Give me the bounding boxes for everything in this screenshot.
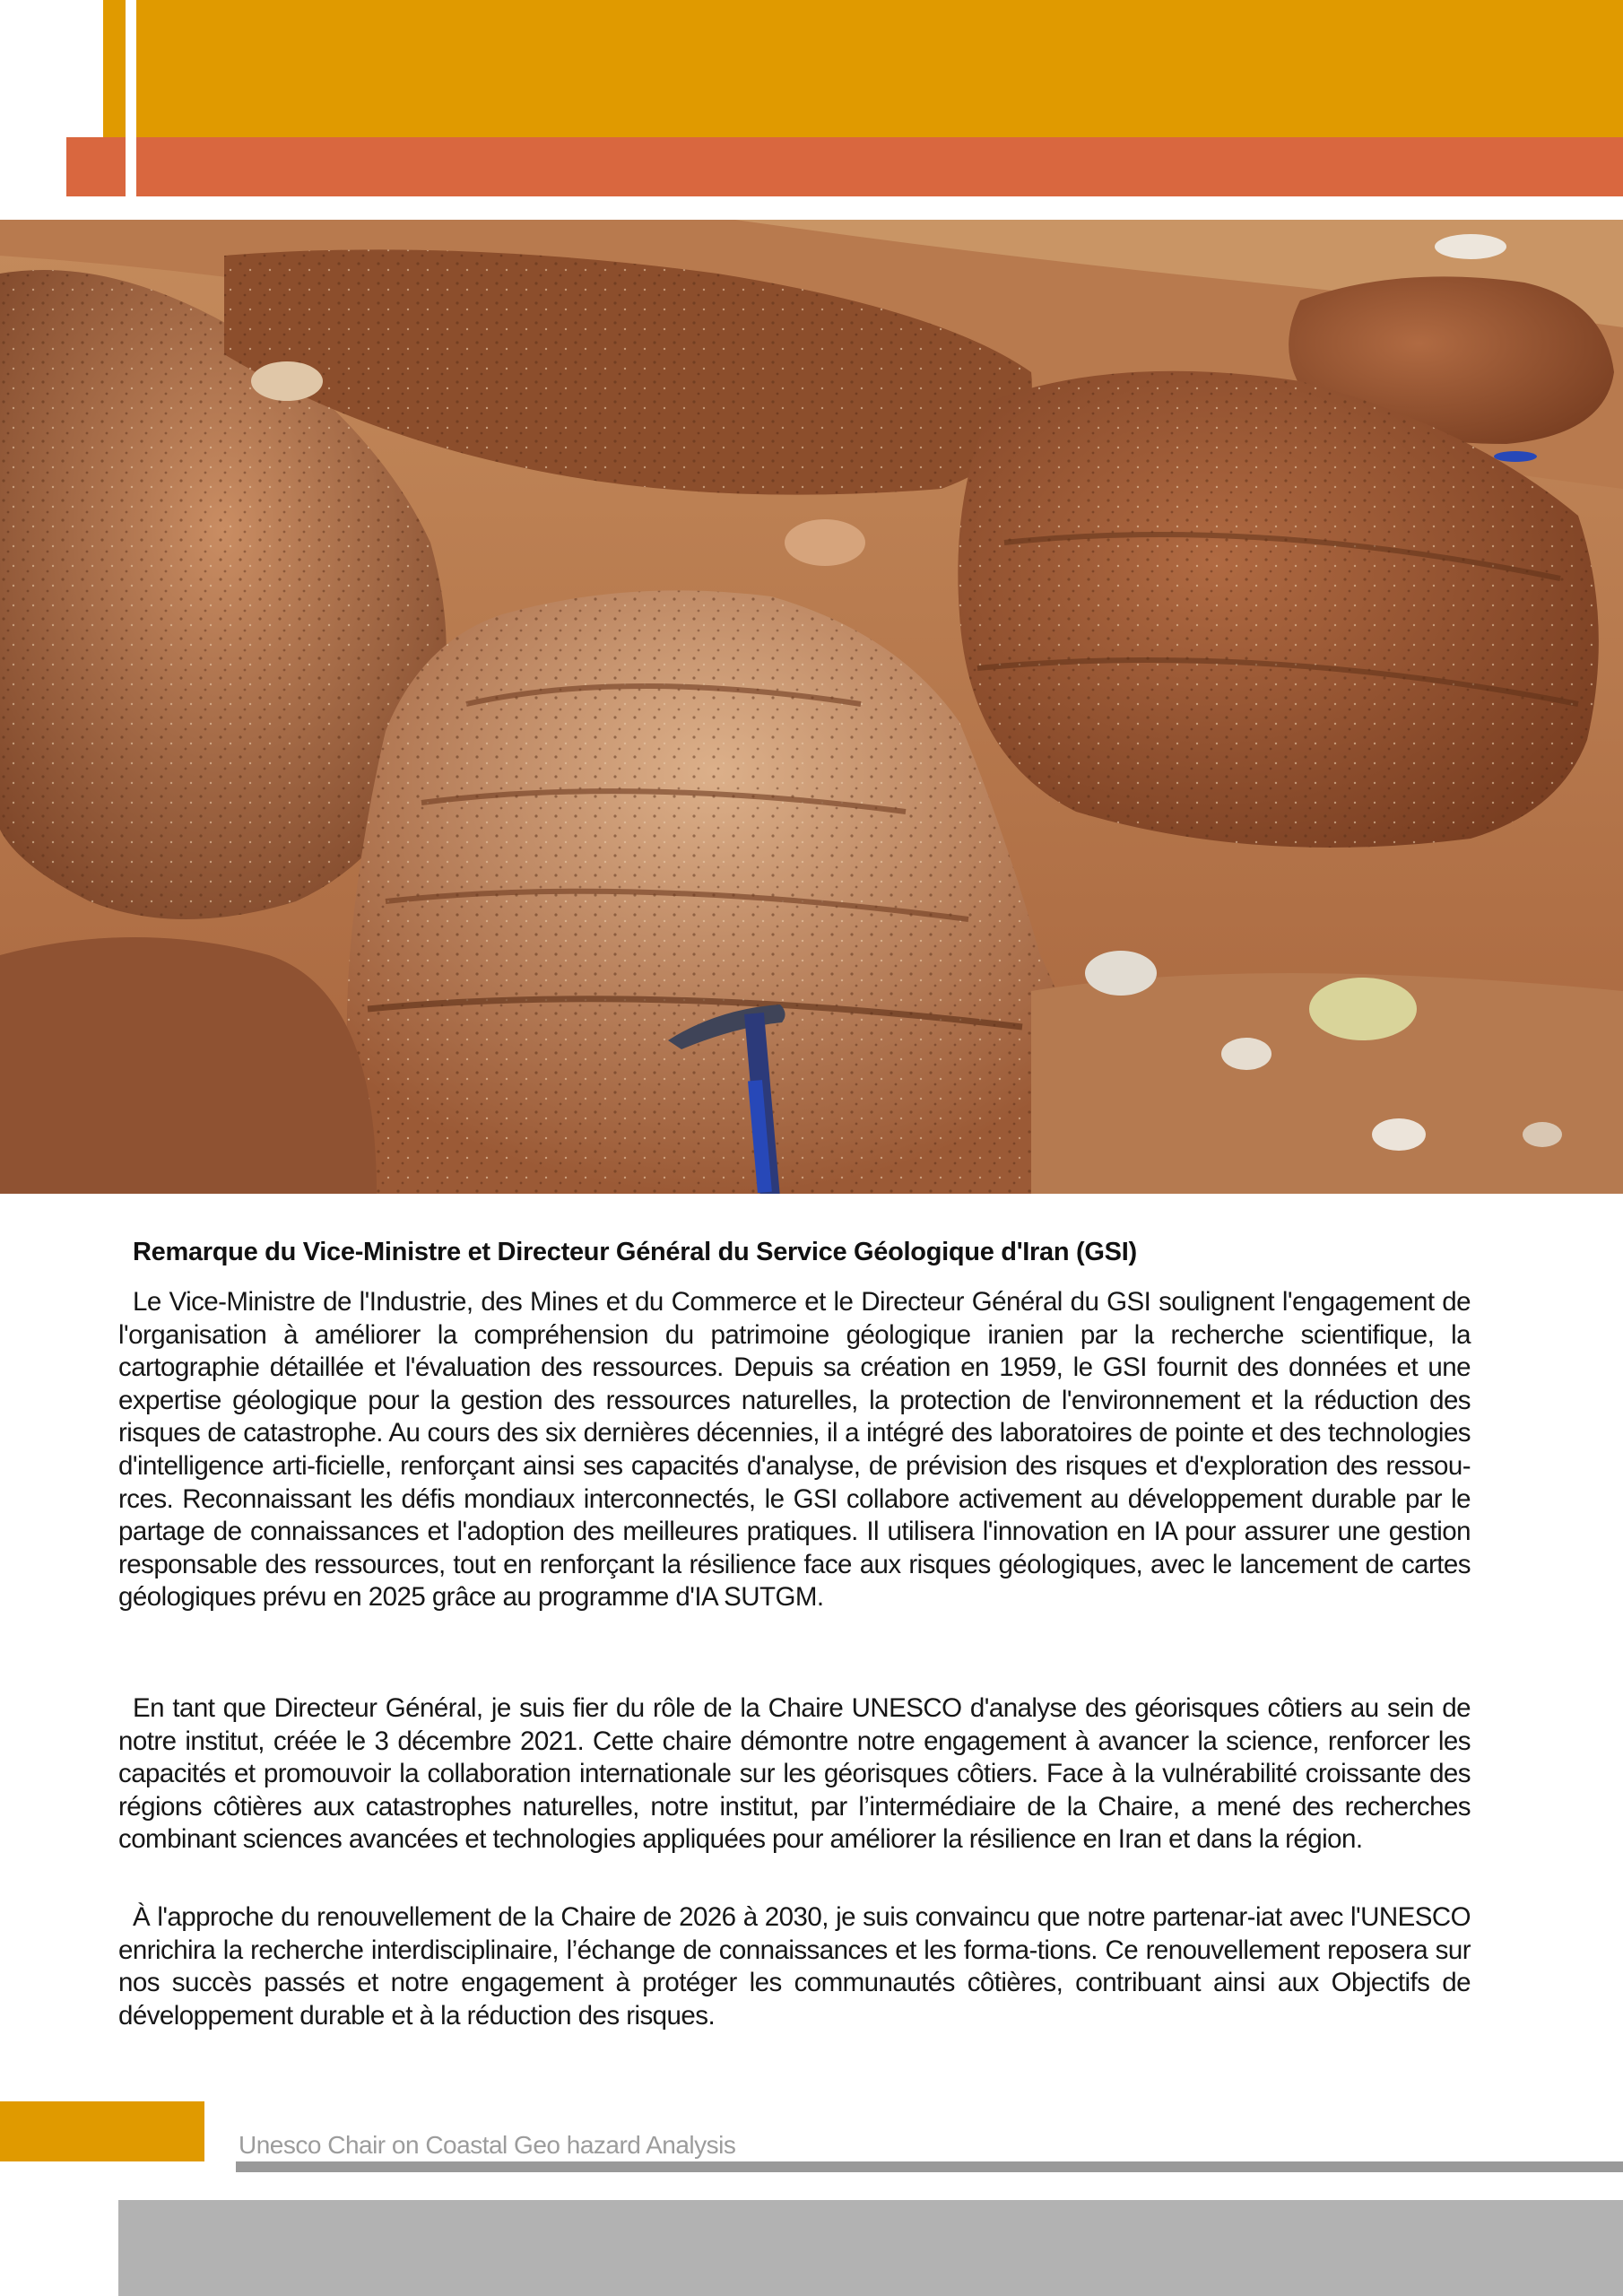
paragraph-text: Le Vice-Ministre de l'Industrie, des Mines et du Commerce et le Directeur Général du GSI soulignent l'engagement de l'organisation à améliorer la compréhension du patrimoine géologique iranien par la recherche scientifique, la cartographie détaillée et l'évaluation des ressources. Depuis sa création en 1959, le GSI fournit des données et une expertise géologique pour la gestion des ressources naturelles, la protection de l'environnement et la réduction des risques de catastrophe. Au cours des six dernières décennies, il a intégré des laboratoires de pointe et des technologies d'intelligence arti-ficielle, renforçant ainsi ses capacités d'analyse, de prévision des risques et d'exploration des ressou-rces. Reconnaissant les défis mondiaux interconnectés, le GSI collabore activement au développement durable par le partage de connaissances et l'adoption des meilleures pratiques. Il utilisera l'innovation en IA pour assurer une gestion responsable des ressources, tout en renforçant la résilience face aux risques géologiques, avec le lancement de cartes géologiques prévu en 2025 grâce au programme d'IA SUTGM. [118, 1287, 1471, 1613]
header-red-band [136, 137, 1623, 196]
article-paragraph [118, 1692, 1471, 1857]
outcrop-photo [0, 220, 1623, 1194]
footer-running-title: Unesco Chair on Coastal Geo hazard Analysis [239, 2131, 736, 2159]
article-title: Remarque du Vice-Ministre et Directeur Général du Service Géologique d'Iran (GSI) [133, 1238, 1137, 1266]
header-red-band-left [66, 137, 126, 196]
paragraph-text: En tant que Directeur Général, je suis fier du rôle de la Chaire UNESCO d'analyse des géorisques côtiers au sein de notre institut, créée le 3 décembre 2021. Cette chaire démontre notre engagement à avancer la science, renforcer les capacités et promouvoir la collaboration internationale sur les géorisques côtiers. Face à la vulnérabilité croissante des régions côtières aux catastrophes naturelles, notre institut, par l’intermédiaire de la Chaire, a mené des recherches combinant sciences avancées et technologies appliquées pour améliorer la résilience en Iran et dans la région. [118, 1693, 1471, 1855]
page-number: 7 [195, 2078, 230, 2162]
article-paragraph [118, 1286, 1471, 1614]
article-paragraph [118, 1901, 1471, 2032]
outcrop-photo-image [0, 220, 1623, 1194]
footer-rule [236, 2161, 1623, 2172]
footer-orange-block [0, 2101, 204, 2161]
header-orange-band [136, 0, 1623, 137]
footer-gray-block [118, 2200, 1623, 2296]
header-accent-pillar [103, 0, 126, 137]
paragraph-text: À l'approche du renouvellement de la Chaire de 2026 à 2030, je suis convaincu que notre partenar-iat avec l'UNESCO enrichira la recherche interdisciplinaire, l’échange de connaissances et les forma-tions. Ce renouvellement reposera sur nos succès passés et notre engagement à protéger les communautés côtières, contribuant ainsi aux Objectifs de développement durable et à la réduction des risques. [118, 1902, 1471, 2031]
